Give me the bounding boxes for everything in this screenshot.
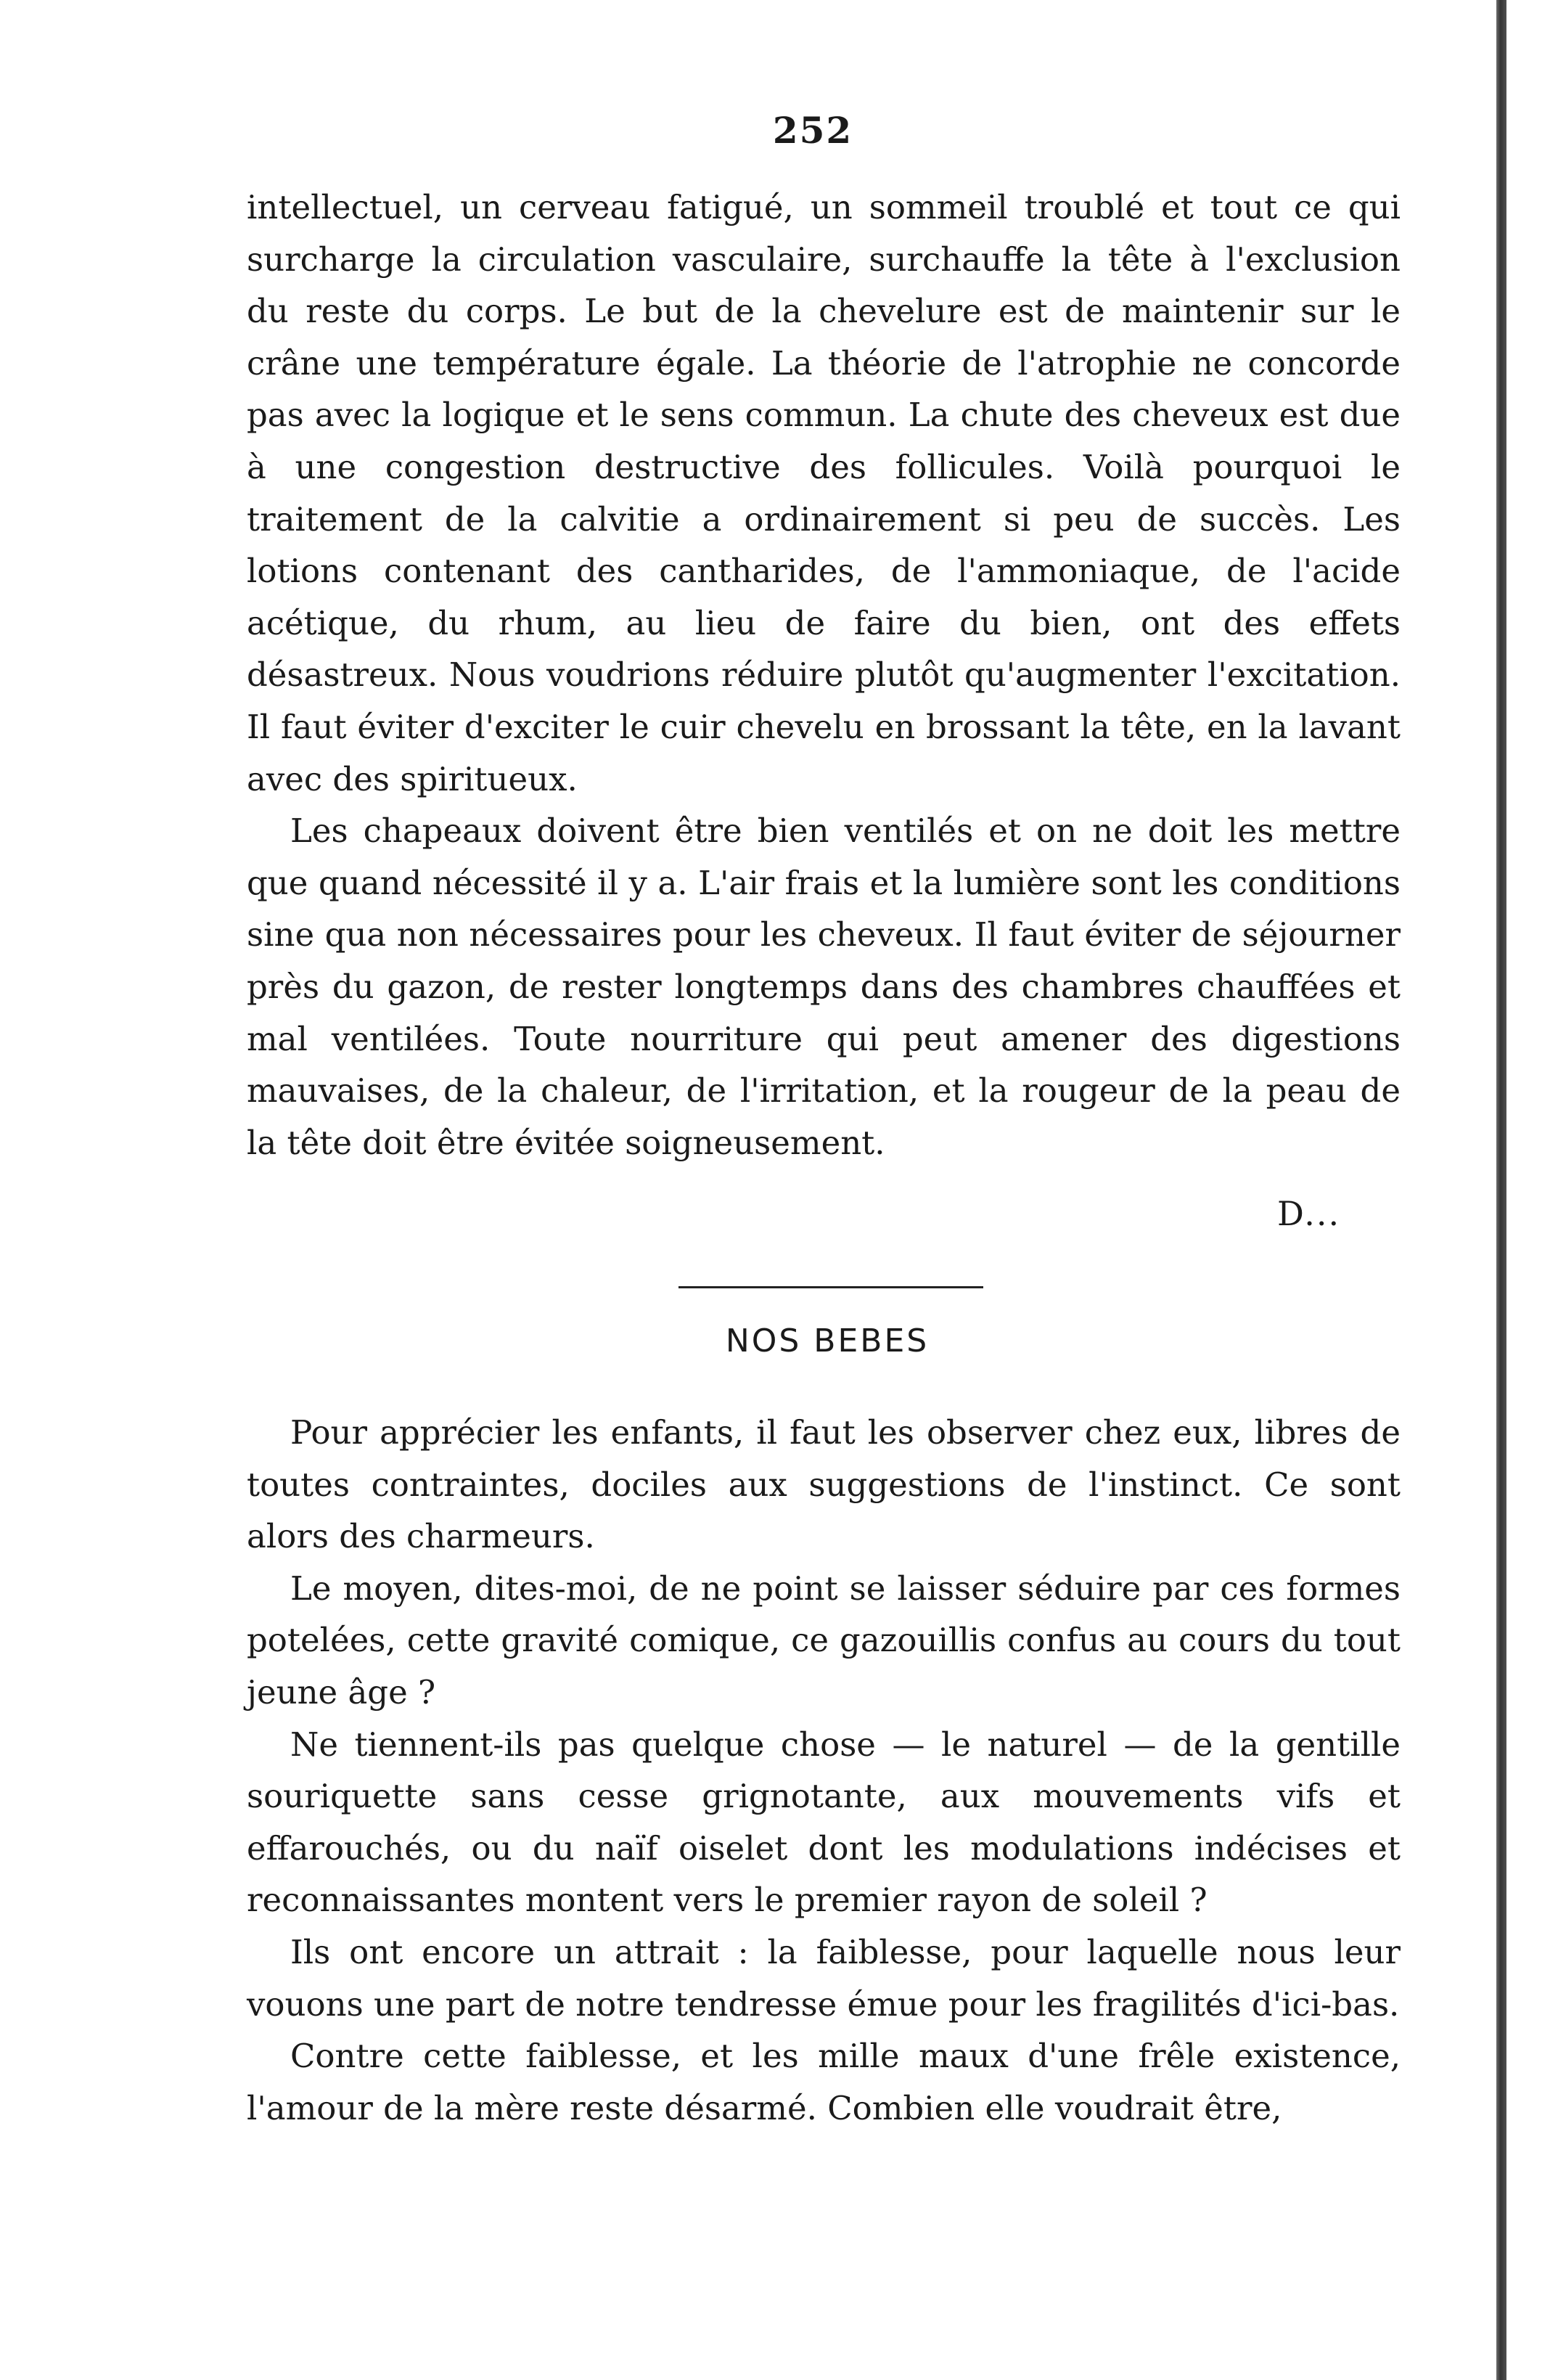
paragraph: Le moyen, dites-moi, de ne point se laisser séduire par ces formes potelées, cette gravité comique, ce gazouillis confus au cours du tout jeune âge ? — [247, 1569, 1401, 1712]
article-nos-bebes — [247, 1407, 1401, 2134]
paragraph: Contre cette faiblesse, et les mille maux d'une frêle existence, l'amour de la mère reste désarmé. Combien elle voudrait être, — [247, 2037, 1401, 2127]
paragraph: Pour apprécier les enfants, il faut les observer chez eux, libres de toutes contraintes, dociles aux suggestions de l'instinct. Ce sont alors des charmeurs. — [247, 1413, 1401, 1556]
article-hair-care — [247, 181, 1401, 1169]
section-divider — [678, 1286, 983, 1288]
paragraph: intellectuel, un cerveau fatigué, un sommeil troublé et tout ce qui surcharge la circulation vasculaire, surchauffe la tête à l'exclusion du reste du corps. Le but de la chevelure est de maintenir sur le crâne une température égale. La théorie de l'atrophie ne concorde pas avec la logique et le sens commun. La chute des cheveux est due à une congestion destructive des follicules. Voilà pourquoi le traitement de la calvitie a ordinairement si peu de succès. Les lotions contenant des cantharides, de l'ammoniaque, de l'acide acétique, du rhum, au lieu de faire du bien, ont des effets désastreux. Nous voudrions réduire plutôt qu'augmenter l'excitation. Il faut éviter d'exciter le cuir chevelu en brossant la tête, en la lavant avec des spiritueux. — [247, 188, 1401, 798]
paragraph: Ils ont encore un attrait : la faiblesse, pour laquelle nous leur vouons une part de notre tendresse émue pour les fragilités d'ici-bas. — [247, 1932, 1401, 2024]
section-title: NOS BEBES — [725, 1322, 930, 1359]
scanned-page-edge — [1496, 0, 1506, 2380]
author-signature: D... — [1277, 1194, 1341, 1233]
paragraph: Ne tiennent-ils pas quelque chose — le naturel — de la gentille souriquette sans cesse grignotante, aux mouvements vifs et effarouchés, ou du naïf oiselet dont les modulations indécises et reconnaissantes montent vers le premier rayon de soleil ? — [247, 1725, 1401, 1920]
page-margin — [1506, 0, 1558, 2380]
page-number: 252 — [772, 109, 853, 152]
paragraph: Les chapeaux doivent être bien ventilés et on ne doit les mettre que quand nécessité il y a. L'air frais et la lumière sont les conditions sine qua non nécessaires pour les cheveux. Il faut éviter de séjourner près du gazon, de rester longtemps dans des chambres chauffées et mal ventilées. Toute nourriture qui peut amener des digestions mauvaises, de la chaleur, de l'irritation, et la rougeur de la peau de la tête doit être évitée soigneusement. — [247, 811, 1401, 1162]
